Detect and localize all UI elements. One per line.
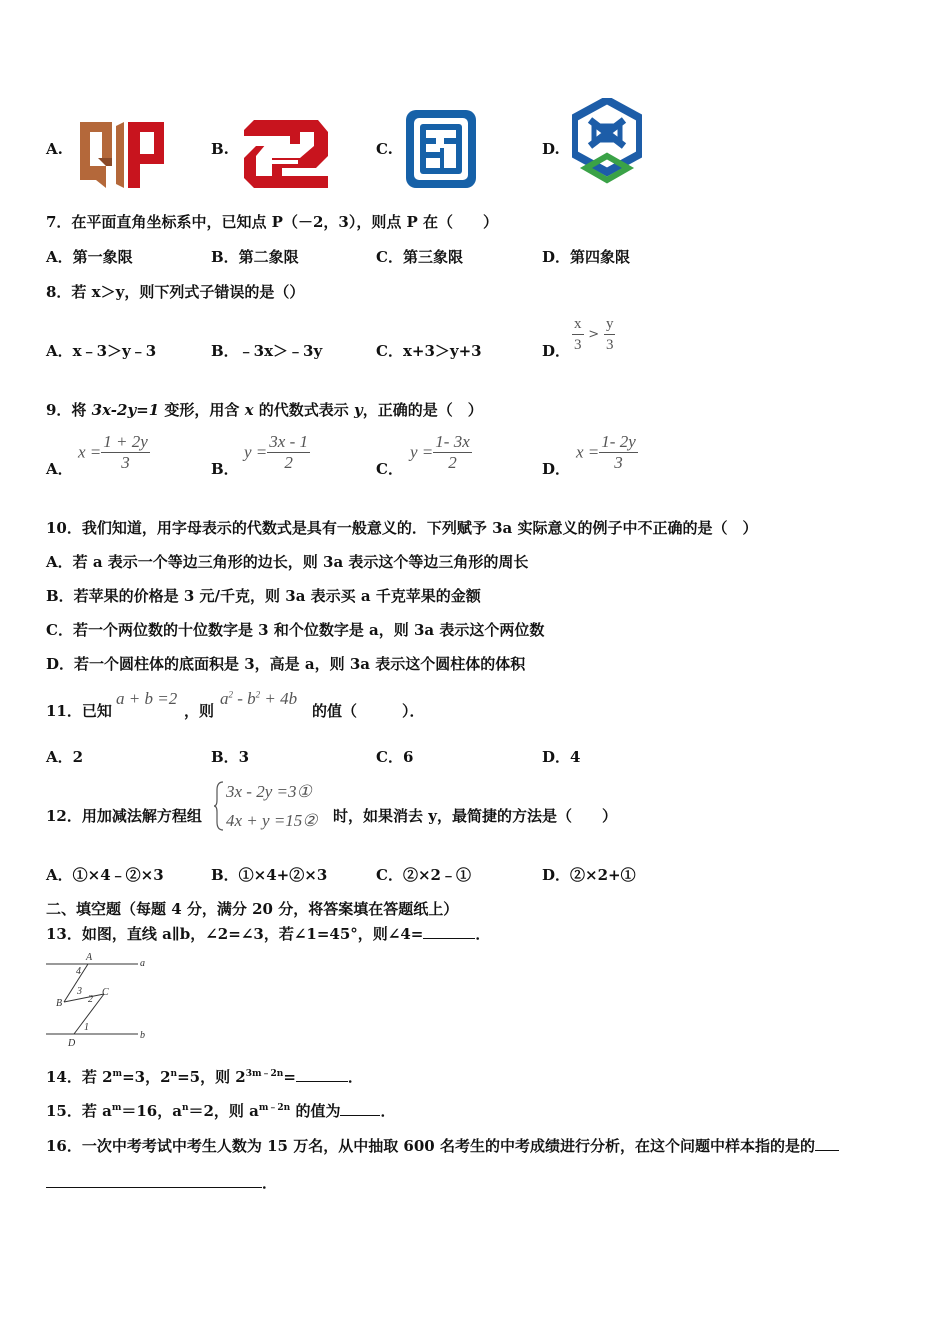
q12-option-c[interactable]: C．②×2﹣① <box>376 866 471 884</box>
q9-option-b-formula: y = $\frac{3x - 1}{2}$ <box>244 432 308 472</box>
q10-stem: 10．我们知道，用字母表示的代数式是具有一般意义的．下列赋予 3a 实际意义的例子中不正确的是（ ） <box>46 519 758 537</box>
logo-c-image <box>404 108 478 194</box>
q8-d-rel: > <box>588 327 600 342</box>
q11-pre: 11．已知 <box>46 702 112 720</box>
q9-stem: 9．将 3x-2y=1 变形，用含 x 的代数式表示 y，正确的是（ ） <box>46 401 483 419</box>
q13-answer-blank <box>423 924 475 939</box>
q13-point-b: B <box>56 998 63 1009</box>
logo-d-image <box>572 98 642 192</box>
q14-answer-blank <box>296 1067 348 1082</box>
logo-a-image <box>78 118 168 194</box>
q13-line-b: b <box>140 1030 145 1041</box>
q12-option-b[interactable]: B．①×4+②×3 <box>211 866 328 884</box>
q8-stem: 8．若 x＞y，则下列式子错误的是（） <box>46 283 305 301</box>
q15-stem: 15．若 $a^m=16$，$a^n=2$，则 $a^{m﹣2n}$ 的值为 ． <box>46 1102 396 1120</box>
q9-option-d[interactable]: D． <box>542 460 571 478</box>
q16-answer-blank-1 <box>815 1136 839 1151</box>
q12-pre: 12．用加减法解方程组 <box>46 807 202 825</box>
q11-expression: $a^2 - b^2 + 4b$ <box>220 689 298 708</box>
q8-option-a[interactable]: A．x﹣3＞y﹣3 <box>46 342 157 360</box>
q9-option-a[interactable]: A． <box>46 460 73 478</box>
q13-point-a: A <box>86 952 93 963</box>
q9-option-d-formula: x = $\frac{1- 2y}{3}$ <box>576 432 636 472</box>
q16-answer-blank-2 <box>46 1173 262 1188</box>
q9-option-c-formula: y = $\frac{1- 3x}{2}$ <box>410 432 470 472</box>
q13-point-d: D <box>68 1038 76 1048</box>
q14-stem: 14．若 $2^m=3$，$2^n=5$，则 $2^{3m﹣2n}=$ ． <box>46 1068 363 1086</box>
q13-angle-2: 2 <box>88 994 93 1005</box>
q11-post: 的值（ ）． <box>312 702 425 720</box>
q7-option-d[interactable]: D．第四象限 <box>542 248 631 266</box>
q11-option-a[interactable]: A．2 <box>46 748 84 766</box>
q7-option-c[interactable]: C．第三象限 <box>376 248 463 266</box>
q12-equation-2: 4x + y =15② <box>226 811 318 830</box>
q8-option-d[interactable]: D． <box>542 342 571 360</box>
q8-d-num-right: y <box>604 314 616 335</box>
q12-equation-1: 3x - 2y =3① <box>226 782 312 801</box>
q13-angle-4: 4 <box>76 966 81 977</box>
q12-post: 时，如果消去 y，最简捷的方法是（ ） <box>333 807 617 825</box>
q9-option-b[interactable]: B． <box>211 460 239 478</box>
q16-stem: 16．一次中考考试中考生人数为 15 万名，从中抽取 600 名考生的中考成绩进行分析，在这个问题中样本指的是的 <box>46 1135 839 1156</box>
q11-mid: ，则 <box>184 702 215 720</box>
q12-brace <box>213 780 225 832</box>
q13-angle-3: 3 <box>77 986 82 997</box>
q12-option-a[interactable]: A．①×4﹣②×3 <box>46 866 164 884</box>
option-c-label: C. <box>376 140 393 158</box>
option-a-label: A. <box>46 140 63 158</box>
q8-option-d-expression <box>572 314 615 355</box>
q16-line-2: ． <box>46 1172 277 1193</box>
q10-option-c[interactable]: C．若一个两位数的十位数字是 3 和个位数字是 a，则 3a 表示这个两位数 <box>46 621 545 639</box>
option-d-label: D. <box>542 140 560 158</box>
q10-option-d[interactable]: D．若一个圆柱体的底面积是 3，高是 a，则 3a 表示这个圆柱体的体积 <box>46 655 526 673</box>
q7-stem: 7．在平面直角坐标系中，已知点 P（－2，3），则点 P 在（ ） <box>46 213 499 231</box>
q7-option-b[interactable]: B．第二象限 <box>211 248 299 266</box>
option-b-label: B. <box>211 140 229 158</box>
q13-line-a: a <box>140 958 145 969</box>
q11-option-c[interactable]: C．6 <box>376 748 414 766</box>
q10-option-a[interactable]: A．若 a 表示一个等边三角形的边长，则 3a 表示这个等边三角形的周长 <box>46 553 529 571</box>
q8-option-b[interactable]: B．﹣3x＞﹣3y <box>211 342 323 360</box>
q7-option-a[interactable]: A．第一象限 <box>46 248 133 266</box>
q15-answer-blank <box>340 1101 380 1116</box>
q9-option-c[interactable]: C． <box>376 460 403 478</box>
q11-option-d[interactable]: D．4 <box>542 748 581 766</box>
q13-angle-1: 1 <box>84 1022 89 1033</box>
q12-option-d[interactable]: D．②×2+① <box>542 866 636 884</box>
section-2-title: 二、填空题（每题 4 分，满分 20 分，将答案填在答题纸上） <box>46 900 459 918</box>
q13-point-c: C <box>102 987 109 998</box>
q11-option-b[interactable]: B．3 <box>211 748 250 766</box>
logo-b-image <box>242 118 328 194</box>
q13-stem: 13．如图，直线 a∥b，∠2=∠3，若∠1=45°，则∠4= ． <box>46 925 491 943</box>
q8-d-den-left: 3 <box>574 337 582 353</box>
q8-d-num-left: x <box>572 314 584 335</box>
q10-option-b[interactable]: B．若苹果的价格是 3 元/千克，则 3a 表示买 a 千克苹果的金额 <box>46 587 481 605</box>
q8-d-den-right: 3 <box>605 337 614 353</box>
q9-option-a-formula: x = $\frac{1 + 2y}{3}$ <box>78 432 148 472</box>
q13-figure <box>44 950 148 1052</box>
q8-option-c[interactable]: C．x+3＞y+3 <box>376 342 482 360</box>
q11-condition: a + b =2 <box>116 689 178 708</box>
